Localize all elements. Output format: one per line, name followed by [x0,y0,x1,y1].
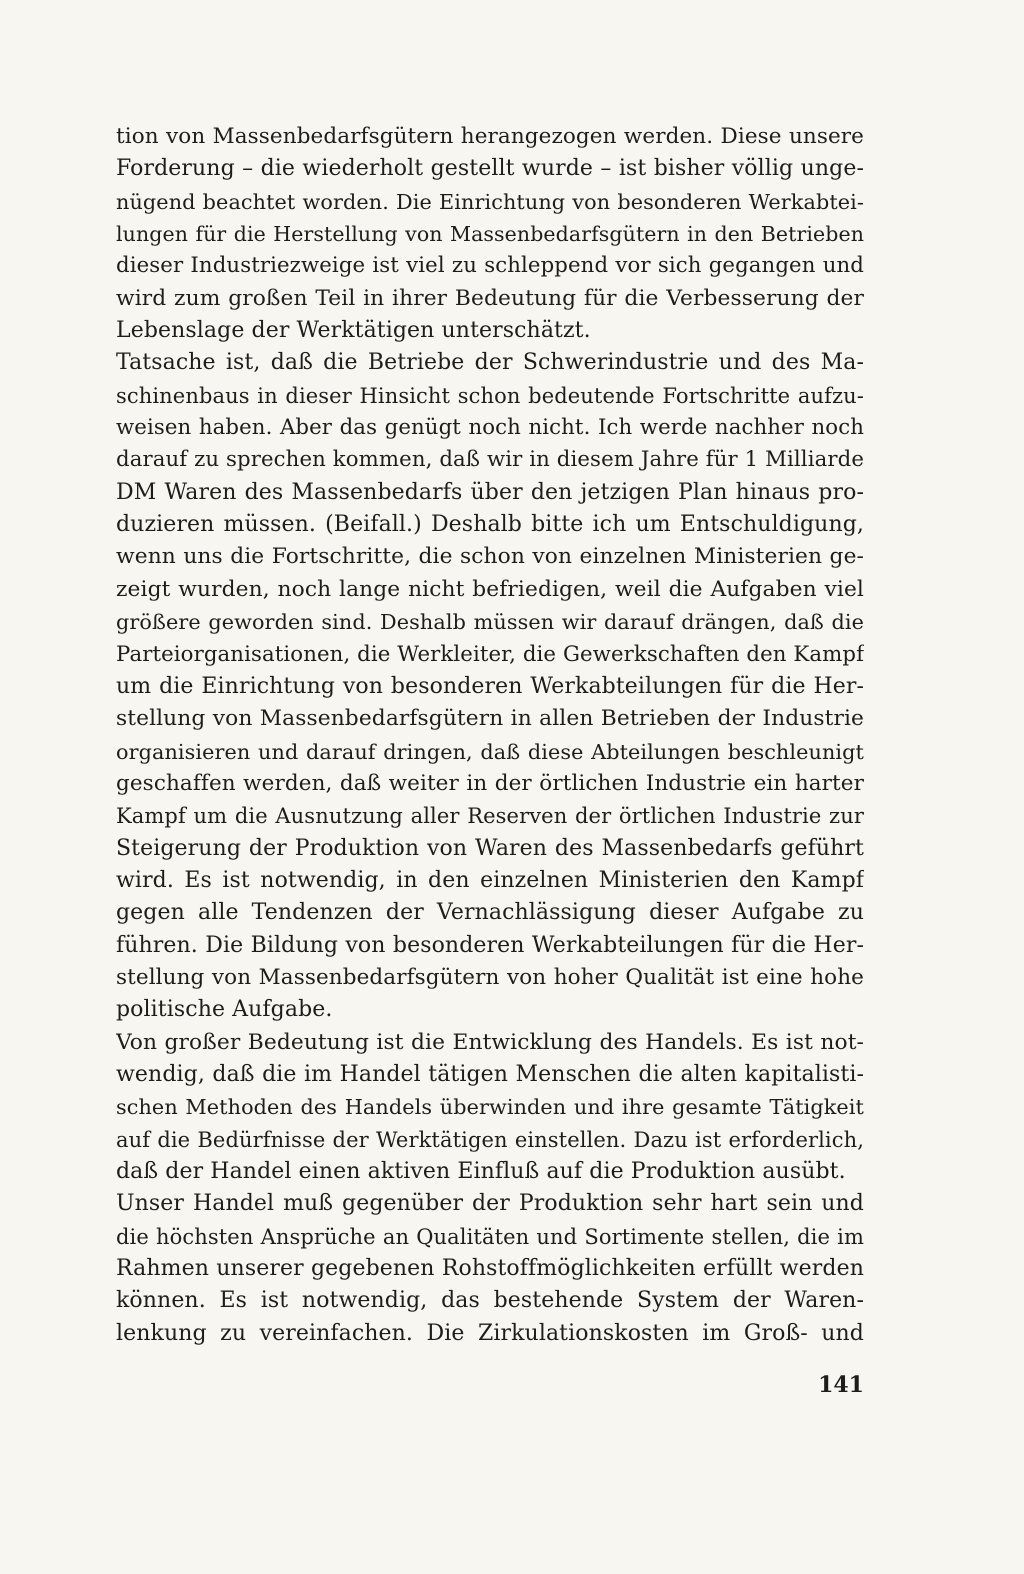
text-line: wird zum großen Teil in ihrer Bedeutung für die Verbesserung der [116,285,864,311]
text-line: zeigt wurden, noch lange nicht befriedigen, weil die Aufgaben viel [116,576,864,602]
page-number: 141 [818,1372,864,1398]
text-line: auf die Bedürfnisse der Werktätigen einstellen. Dazu ist erforderlich, [116,1127,864,1152]
text-line: Rahmen unserer gegebenen Rohstoffmöglichkeiten erfüllt werden [116,1256,864,1282]
text-line: Lebenslage der Werktätigen unterschätzt. [116,318,591,344]
text-line: politische Aufgabe. [116,997,333,1023]
text-line: lungen für die Herstellung von Massenbedarfsgütern in den Betrieben [116,222,864,247]
text-line: lenkung zu vereinfachen. Die Zirkulationskosten im Groß- und [116,1320,864,1346]
text-line: wird. Es ist notwendig, in den einzelnen Ministerien den Kampf [116,867,864,893]
text-line: DM Waren des Massenbedarfs über den jetzigen Plan hinaus pro- [116,479,864,505]
text-line: führen. Die Bildung von besonderen Werkabteilungen für die Her- [116,932,864,958]
text-line: darauf zu sprechen kommen, daß wir in diesem Jahre für 1 Milliarde [116,447,864,473]
text-line: Unser Handel muß gegenüber der Produktion sehr hart sein und [116,1191,864,1217]
text-line: daß der Handel einen aktiven Einfluß auf die Produktion ausübt. [116,1159,846,1184]
text-line: nügend beachtet worden. Die Einrichtung von besonderen Werkabtei- [116,189,864,214]
text-line: Kampf um die Ausnutzung aller Reserven der örtlichen Industrie zur [116,804,864,829]
text-line: Von großer Bedeutung ist die Entwicklung des Handels. Es ist not- [116,1029,864,1055]
text-line: organisieren und darauf dringen, daß diese Abteilungen beschleunigt [116,739,864,764]
text-line: Tatsache ist, daß die Betriebe der Schwerindustrie und des Ma- [116,350,864,376]
body-text [116,121,864,1350]
text-line: wendig, daß die im Handel tätigen Menschen die alten kapitalisti- [116,1061,864,1087]
text-line: Parteiorganisationen, die Werkleiter, die Gewerkschaften den Kampf [116,641,864,667]
text-line: um die Einrichtung von besonderen Werkabteilungen für die Her- [116,673,864,699]
text-line: duzieren müssen. (Beifall.) Deshalb bitte ich um Entschuldigung, [116,512,864,538]
text-line: die höchsten Ansprüche an Qualitäten und Sortimente stellen, die im [116,1224,864,1249]
text-line: Forderung – die wiederholt gestellt wurde – ist bisher völlig unge- [116,156,864,182]
text-line: gegen alle Tendenzen der Vernachlässigung dieser Aufgabe zu [116,900,864,926]
text-line: können. Es ist notwendig, das bestehende System der Waren- [116,1288,864,1314]
text-line: Steigerung der Produktion von Waren des Massenbedarfs geführt [116,835,864,861]
text-line: stellung von Massenbedarfsgütern in allen Betrieben der Industrie [116,706,864,732]
text-line: dieser Industriezweige ist viel zu schleppend vor sich gegangen und [116,253,864,279]
text-line: weisen haben. Aber das genügt noch nicht. Ich werde nachher noch [116,415,864,441]
text-line: stellung von Massenbedarfsgütern von hoher Qualität ist eine hohe [116,964,864,990]
text-line: tion von Massenbedarfsgütern herangezogen werden. Diese unsere [116,124,864,149]
text-line: schen Methoden des Handels überwinden und ihre gesamte Tätigkeit [116,1095,864,1120]
text-line: wenn uns die Fortschritte, die schon von einzelnen Ministerien ge- [116,544,864,570]
text-line: geschaffen werden, daß weiter in der örtlichen Industrie ein harter [116,770,864,796]
text-line: größere geworden sind. Deshalb müssen wir darauf drängen, daß die [116,610,864,635]
text-line: schinenbaus in dieser Hinsicht schon bedeutende Fortschritte aufzu- [116,383,864,408]
